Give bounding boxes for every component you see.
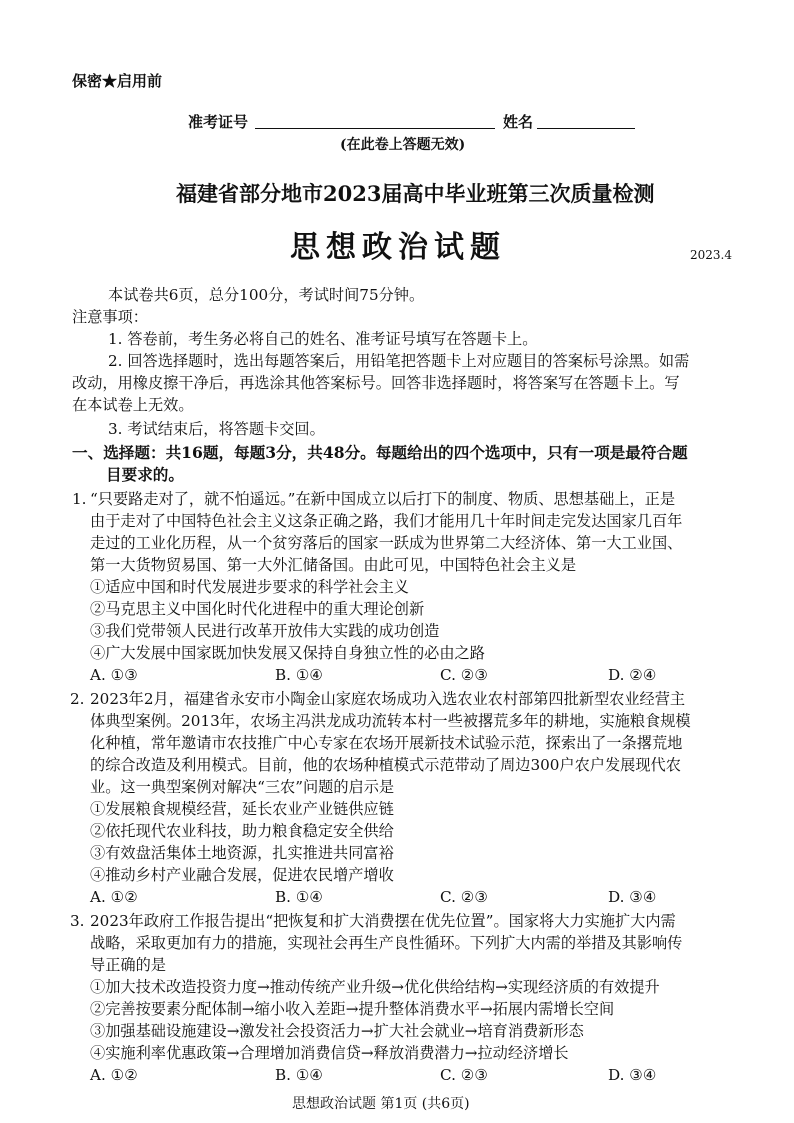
statement-option: ①发展粮食规模经营，延长农业产业链供应链 xyxy=(90,800,394,818)
question-stem-line: 2023年2月，福建省永安市小陶金山家庭农场成功入选农业农村部第四批新型农业经营主 xyxy=(90,690,686,708)
notice-line: 2. 回答选择题时，选出每题答案后，用铅笔把答题卡上对应题目的答案标号涂黑。如需 xyxy=(108,352,690,370)
question-number: 1. xyxy=(72,490,87,508)
section-heading: 目要求的。 xyxy=(106,465,184,484)
question-stem-line: 体典型案例。2013年，农场主冯洪龙成功流转本村一些被撂荒多年的耕地，实施粮食规模 xyxy=(90,712,691,730)
notice-title: 注意事项： xyxy=(72,308,148,326)
choice-b[interactable]: B. ①④ xyxy=(275,666,324,684)
question-stem-line: 2023年政府工作报告提出“把恢复和扩大消费摆在优先位置”。国家将大力实施扩大内需 xyxy=(90,912,676,930)
invalid-note: (在此卷上答题无效) xyxy=(340,137,466,153)
statement-option: ③我们党带领人民进行改革开放伟大实践的成功创造 xyxy=(90,622,440,640)
statement-option: ③加强基础设施建设→激发社会投资活力→扩大社会就业→培育消费新形态 xyxy=(90,1022,584,1040)
statement-option: ④广大发展中国家既加快发展又保持自身独立性的必由之路 xyxy=(90,644,485,662)
choice-a[interactable]: A. ①② xyxy=(90,888,138,906)
statement-option: ②马克思主义中国化时代化进程中的重大理论创新 xyxy=(90,600,425,618)
section-heading: 一、选择题：共16题，每题3分，共48分。每题给出的四个选项中，只有一项是最符合题 xyxy=(72,443,688,462)
notice-line: 3. 考试结束后，将答题卡交回。 xyxy=(108,420,325,438)
answer-choices xyxy=(90,1064,657,1086)
question-stem-line: 的综合改造及利用模式。目前，他的农场种植模式示范带动了周边300户农户发展现代农 xyxy=(90,756,681,774)
choice-d[interactable]: D. ③④ xyxy=(608,1066,657,1084)
notice-line: 改动，用橡皮擦干净后，再选涂其他答案标号。回答非选择题时，将答案写在答题卡上。写 xyxy=(72,374,680,392)
question-stem-line: “只要路走对了，就不怕遥远。”在新中国成立以后打下的制度、物质、思想基础上，正是 xyxy=(90,490,676,508)
question-stem-line: 导正确的是 xyxy=(90,956,166,974)
choice-c[interactable]: C. ②③ xyxy=(440,888,488,906)
secret-mark: 保密★启用前 xyxy=(72,72,163,90)
exam-number-blank xyxy=(255,128,495,129)
name-label: 姓名 xyxy=(503,113,534,131)
question-number: 3. xyxy=(70,912,85,930)
exam-title: 福建省部分地市2023届高中毕业班第三次质量检测 xyxy=(176,181,655,206)
statement-option: ①加大技术改造投资力度→推动传统产业升级→优化供给结构→实现经济质的有效提升 xyxy=(90,978,660,996)
exam-number-label: 准考证号 xyxy=(188,113,249,131)
question-stem-line: 第一大货物贸易国、第一大外汇储备国。由此可见，中国特色社会主义是 xyxy=(90,556,576,574)
statement-option: ④实施利率优惠政策→合理增加消费信贷→释放消费潜力→拉动经济增长 xyxy=(90,1044,569,1062)
intro-summary: 本试卷共6页，总分100分，考试时间75分钟。 xyxy=(108,286,425,304)
statement-option: ③有效盘活集体土地资源，扎实推进共同富裕 xyxy=(90,844,394,862)
notice-line: 1. 答卷前，考生务必将自己的姓名、准考证号填写在答题卡上。 xyxy=(108,330,538,348)
choice-c[interactable]: C. ②③ xyxy=(440,666,488,684)
choice-d[interactable]: D. ③④ xyxy=(608,888,657,906)
subject-title: 思想政治试题 xyxy=(290,230,506,265)
question-stem-line: 业。这一典型案例对解决“三农”问题的启示是 xyxy=(90,778,395,796)
name-blank xyxy=(537,128,635,129)
notice-line: 在本试卷上无效。 xyxy=(72,396,194,414)
choice-b[interactable]: B. ①④ xyxy=(275,1066,324,1084)
question-number: 2. xyxy=(70,690,85,708)
question-stem-line: 由于走对了中国特色社会主义这条正确之路，我们才能用几十年时间走完发达国家几百年 xyxy=(90,512,683,530)
question-stem-line: 化种植，常年邀请市农技推广中心专家在农场开展新技术试验示范，探索出了一条撂荒地 xyxy=(90,734,683,752)
answer-choices xyxy=(90,886,657,908)
statement-option: ②完善按要素分配体制→缩小收入差距→提升整体消费水平→拓展内需增长空间 xyxy=(90,1000,615,1018)
statement-option: ④推动乡村产业融合发展，促进农民增产增收 xyxy=(90,866,394,884)
statement-option: ①适应中国和时代发展进步要求的科学社会主义 xyxy=(90,578,409,596)
page-footer: 思想政治试题 第1页 (共6页) xyxy=(292,1096,470,1112)
exam-date: 2023.4 xyxy=(690,248,732,262)
choice-a[interactable]: A. ①③ xyxy=(90,666,138,684)
question-stem-line: 走过的工业化历程，从一个贫穷落后的国家一跃成为世界第二大经济体、第一大工业国、 xyxy=(90,534,683,552)
choice-b[interactable]: B. ①④ xyxy=(275,888,324,906)
statement-option: ②依托现代农业科技，助力粮食稳定安全供给 xyxy=(90,822,394,840)
answer-choices xyxy=(90,664,657,686)
choice-c[interactable]: C. ②③ xyxy=(440,1066,488,1084)
question-stem-line: 战略，采取更加有力的措施，实现社会再生产良性循环。下列扩大内需的举措及其影响传 xyxy=(90,934,683,952)
choice-d[interactable]: D. ②④ xyxy=(608,666,657,684)
choice-a[interactable]: A. ①② xyxy=(90,1066,138,1084)
